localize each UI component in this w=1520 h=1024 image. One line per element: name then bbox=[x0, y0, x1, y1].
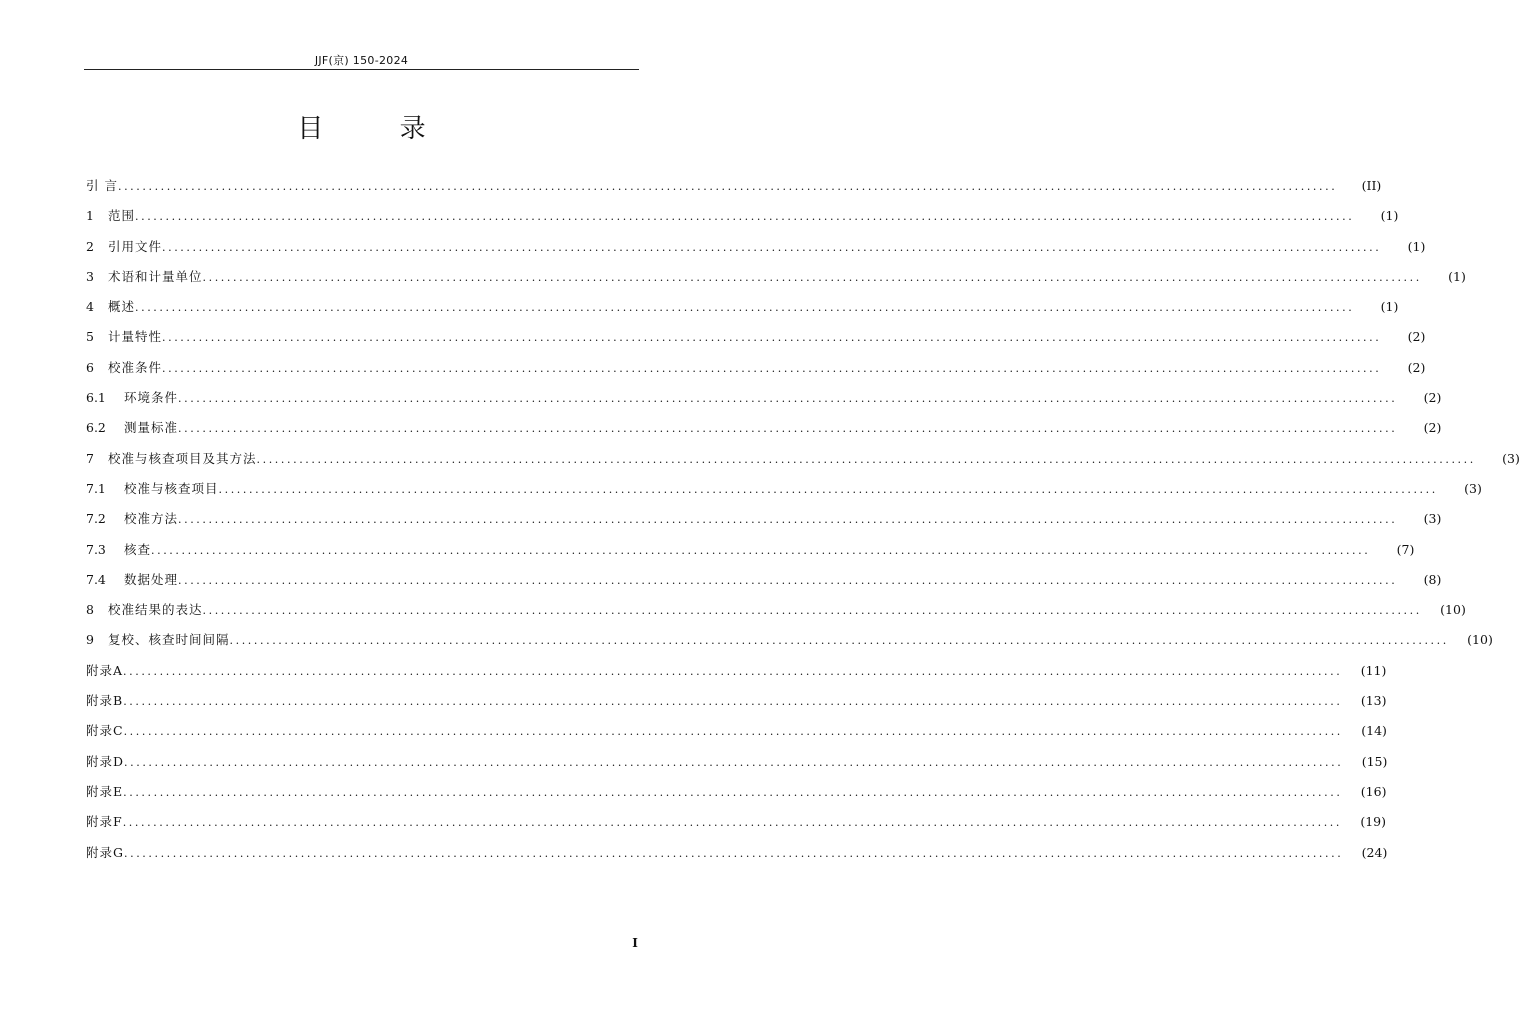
toc-dot-leader: ........................................................................................................................................................................................................ bbox=[124, 846, 1344, 860]
page-number: I bbox=[632, 936, 638, 950]
toc-entry-label: 术语和计量单位 bbox=[108, 268, 203, 284]
toc-entry-number: 6 bbox=[86, 359, 94, 375]
toc-entry[interactable] bbox=[86, 413, 1442, 443]
toc-entry[interactable] bbox=[86, 504, 1442, 534]
toc-entry[interactable] bbox=[86, 807, 1387, 837]
toc-entry-number: 4 bbox=[86, 299, 94, 315]
toc-entry-page: (11) bbox=[1360, 662, 1387, 678]
toc-entry-label: 核查 bbox=[124, 541, 152, 557]
toc-entry-number: 9 bbox=[86, 632, 94, 648]
toc-entry-page: (14) bbox=[1361, 723, 1387, 739]
toc-entry[interactable] bbox=[86, 625, 1493, 655]
toc-entry-number: 6.1 bbox=[86, 390, 106, 406]
toc-entry[interactable] bbox=[86, 171, 1382, 201]
toc-entry-label: 校准结果的表达 bbox=[108, 602, 203, 618]
toc-entry-page: (3) bbox=[1423, 511, 1442, 527]
toc-entry-label: 校准方法 bbox=[124, 511, 179, 527]
toc-entry-page: (1) bbox=[1380, 208, 1399, 224]
toc-entry-number: 7.1 bbox=[86, 480, 106, 496]
toc-entry-label: 引 言 bbox=[86, 178, 118, 193]
toc-dot-leader: ........................................................................................................................................................................................................ bbox=[178, 513, 1398, 527]
toc-entry[interactable] bbox=[86, 474, 1482, 504]
document-code-header: JJF(京) 150-2024 bbox=[314, 54, 409, 67]
toc-entry-page: (2) bbox=[1423, 420, 1442, 436]
toc-dot-leader: ........................................................................................................................................................................................................ bbox=[202, 270, 1422, 284]
toc-entry-page: (1) bbox=[1448, 268, 1466, 284]
toc-entry[interactable] bbox=[86, 565, 1442, 595]
toc-dot-leader: ........................................................................................................................................................................................................ bbox=[202, 604, 1422, 618]
toc-dot-leader: ........................................................................................................................................................................................................ bbox=[218, 482, 1438, 496]
toc-entry[interactable] bbox=[86, 444, 1520, 474]
header-rule bbox=[84, 69, 639, 70]
toc-dot-leader: ........................................................................................................................................................................................................ bbox=[151, 543, 1371, 557]
toc-entry-page: (10) bbox=[1467, 632, 1493, 648]
toc-dot-leader: ........................................................................................................................................................................................................ bbox=[123, 695, 1343, 709]
toc-dot-leader: ........................................................................................................................................................................................................ bbox=[229, 634, 1449, 648]
toc-dot-leader: ........................................................................................................................................................................................................ bbox=[178, 392, 1398, 406]
toc-entry-label: 附录E bbox=[86, 783, 124, 799]
toc-entry[interactable] bbox=[86, 262, 1466, 292]
toc-entry-label: 校准与核查项目 bbox=[124, 480, 219, 496]
toc-entry-page: (2) bbox=[1407, 359, 1426, 375]
toc-dot-leader: ........................................................................................................................................................................................................ bbox=[256, 452, 1476, 466]
toc-entry-label: 概述 bbox=[108, 299, 136, 315]
toc-dot-leader: ........................................................................................................................................................................................................ bbox=[122, 816, 1343, 830]
toc-entry-label: 计量特性 bbox=[108, 329, 163, 345]
toc-entry[interactable] bbox=[86, 201, 1399, 231]
toc-entry-label: 校准与核查项目及其方法 bbox=[108, 450, 257, 466]
toc-entry[interactable] bbox=[86, 535, 1415, 565]
toc-entry-number: 1 bbox=[86, 208, 94, 224]
toc-entry[interactable] bbox=[86, 232, 1426, 262]
toc-entry-page: (24) bbox=[1361, 844, 1388, 860]
page-title: 目 录 bbox=[297, 114, 460, 144]
toc-entry[interactable] bbox=[86, 292, 1399, 322]
toc-entry[interactable] bbox=[86, 716, 1387, 746]
toc-entry-label: 附录A bbox=[86, 662, 124, 678]
table-of-contents bbox=[86, 171, 1520, 868]
toc-dot-leader: ........................................................................................................................................................................................................ bbox=[117, 180, 1338, 193]
toc-entry-page: (16) bbox=[1360, 783, 1387, 799]
toc-entry-label: 附录G bbox=[86, 844, 124, 860]
toc-dot-leader: ........................................................................................................................................................................................................ bbox=[162, 361, 1382, 375]
toc-entry-number: 2 bbox=[86, 238, 94, 254]
toc-entry-label: 附录C bbox=[86, 723, 124, 739]
toc-entry-number: 3 bbox=[86, 268, 94, 284]
toc-entry-page: (1) bbox=[1380, 299, 1399, 315]
toc-dot-leader: ........................................................................................................................................................................................................ bbox=[124, 755, 1344, 769]
toc-entry-label: 测量标准 bbox=[124, 420, 179, 436]
toc-entry-page: (3) bbox=[1464, 480, 1482, 496]
toc-entry[interactable] bbox=[86, 777, 1387, 807]
toc-entry-label: 范围 bbox=[108, 208, 136, 224]
toc-entry-label: 附录B bbox=[86, 693, 124, 709]
toc-entry-number: 7 bbox=[86, 450, 94, 466]
toc-entry-label: 环境条件 bbox=[124, 390, 179, 406]
toc-entry[interactable] bbox=[86, 747, 1388, 777]
toc-entry-page: (II) bbox=[1361, 178, 1382, 193]
toc-entry-page: (2) bbox=[1423, 390, 1442, 406]
toc-entry[interactable] bbox=[86, 353, 1426, 383]
toc-entry-number: 5 bbox=[86, 329, 94, 345]
toc-entry-page: (15) bbox=[1361, 753, 1388, 769]
toc-entry-number: 8 bbox=[86, 602, 94, 618]
toc-entry[interactable] bbox=[86, 383, 1442, 413]
toc-dot-leader: ........................................................................................................................................................................................................ bbox=[123, 785, 1343, 799]
toc-entry-label: 附录F bbox=[86, 814, 123, 830]
toc-entry[interactable] bbox=[86, 838, 1388, 868]
toc-dot-leader: ........................................................................................................................................................................................................ bbox=[178, 573, 1398, 587]
toc-entry-number: 6.2 bbox=[86, 420, 106, 436]
toc-dot-leader: ........................................................................................................................................................................................................ bbox=[162, 240, 1382, 254]
toc-entry[interactable] bbox=[86, 595, 1466, 625]
toc-dot-leader: ........................................................................................................................................................................................................ bbox=[123, 664, 1343, 678]
toc-entry-page: (3) bbox=[1502, 450, 1520, 466]
toc-entry-page: (8) bbox=[1423, 571, 1442, 587]
toc-entry-page: (1) bbox=[1407, 238, 1426, 254]
toc-dot-leader: ........................................................................................................................................................................................................ bbox=[162, 331, 1382, 345]
toc-entry-page: (13) bbox=[1360, 693, 1387, 709]
toc-entry-label: 引用文件 bbox=[108, 238, 163, 254]
toc-entry-label: 附录D bbox=[86, 753, 125, 769]
toc-dot-leader: ........................................................................................................................................................................................................ bbox=[123, 725, 1343, 739]
toc-entry-page: (19) bbox=[1360, 814, 1387, 830]
toc-entry-number: 7.3 bbox=[86, 541, 106, 557]
toc-dot-leader: ........................................................................................................................................................................................................ bbox=[135, 301, 1355, 315]
toc-entry-page: (10) bbox=[1440, 602, 1466, 618]
toc-entry[interactable] bbox=[86, 656, 1387, 686]
toc-entry[interactable] bbox=[86, 322, 1426, 352]
toc-entry-label: 数据处理 bbox=[124, 571, 179, 587]
toc-entry-page: (2) bbox=[1407, 329, 1426, 345]
toc-dot-leader: ........................................................................................................................................................................................................ bbox=[135, 210, 1355, 224]
toc-entry-label: 校准条件 bbox=[108, 359, 163, 375]
toc-dot-leader: ........................................................................................................................................................................................................ bbox=[178, 422, 1398, 436]
toc-entry-page: (7) bbox=[1396, 541, 1415, 557]
toc-entry-number: 7.2 bbox=[86, 511, 106, 527]
toc-entry[interactable] bbox=[86, 686, 1387, 716]
toc-entry-label: 复校、核查时间间隔 bbox=[108, 632, 230, 648]
toc-entry-number: 7.4 bbox=[86, 571, 106, 587]
